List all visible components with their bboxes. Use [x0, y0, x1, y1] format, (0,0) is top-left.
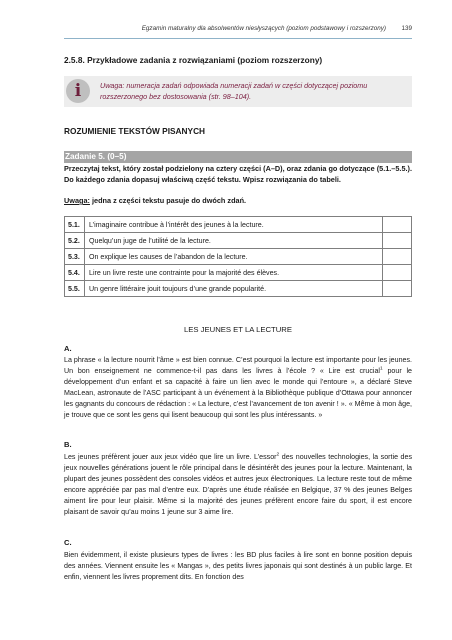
running-header	[64, 25, 412, 37]
item-text: Quelqu’un juge de l’utilité de la lecture.	[85, 233, 383, 249]
paragraph-label: A.	[64, 344, 72, 353]
answer-cell[interactable]	[383, 217, 412, 233]
answer-cell[interactable]	[383, 249, 412, 265]
task-label: Zadanie 5. (0–5)	[65, 152, 127, 161]
item-number: 5.4.	[65, 265, 85, 281]
item-text: On explique les causes de l’abandon de la lecture.	[85, 249, 383, 265]
reading-text-title: LES JEUNES ET LA LECTURE	[184, 325, 292, 334]
paragraph-text: Les jeunes préfèrent jouer aux jeux vidéo que lire un livre. L’essor$^2$ des nouvelles technologies, la sortie des jeux nouvelles générations jouent le rôle principal dans le désintérêt des jeunes pour la lecture. Maintenant, la plupart des jeunes possèdent des consoles vidéos et autres jeux électroniques. La lecture reste tout de même encore appréciée par pas mal d’entre eux. D’après une étude réalisée en Belgique, 37 % des jeunes Belges aiment lire pour leur plaisir. Même si la majorité des jeunes préfèrent encore faire du sport, il est encore plaisant de savoir qu’au moins 1 jeune sur 3 aime lire.	[64, 452, 412, 517]
item-number: 5.3.	[65, 249, 85, 265]
table-row	[65, 233, 412, 249]
table-row	[65, 281, 412, 297]
table-row	[65, 249, 412, 265]
section-title: 2.5.8. Przykładowe zadania z rozwiązaniami (poziom rozszerzony)	[64, 55, 323, 65]
info-icon: i	[66, 79, 90, 103]
note-box	[64, 76, 412, 107]
task-note	[64, 196, 246, 205]
answer-cell[interactable]	[383, 265, 412, 281]
item-number: 5.1.	[65, 217, 85, 233]
item-text: L’imaginaire contribue à l’intérêt des jeunes à la lecture.	[85, 217, 383, 233]
paragraph-text: Bien évidemment, il existe plusieurs types de livres : les BD plus faciles à lire sont en bonne position depuis des années. Viennent ensuite les « Mangas », des petits livres japonais qui sont destinés à un public large. Et enfin, viennent les livres proprement dits. En fonction des	[64, 551, 412, 582]
task-note-text: jedna z części tekstu pasuje do dwóch zdań.	[89, 196, 247, 205]
paragraph-label: C.	[64, 538, 72, 547]
item-number: 5.2.	[65, 233, 85, 249]
item-number: 5.5.	[65, 281, 85, 297]
note-text: Uwaga: numeracja zadań odpowiada numeracji zadań w części dotyczącej poziomu rozszerzonego bez dostosowania (str. 98–104).	[100, 81, 368, 101]
page-number: 139	[401, 25, 412, 32]
running-header-title: Egzamin maturalny dla absolwentów niesłyszących (poziom podstawowy i rozszerzony)	[141, 25, 386, 32]
item-text: Lire un livre reste une contrainte pour la majorité des élèves.	[85, 265, 383, 281]
statements-table	[64, 216, 412, 297]
reading-section-title: ROZUMIENIE TEKSTÓW PISANYCH	[64, 126, 206, 136]
table-row	[65, 217, 412, 233]
paragraph-label: B.	[64, 440, 72, 449]
answer-cell[interactable]	[383, 281, 412, 297]
header-divider	[64, 38, 412, 39]
item-text: Un genre littéraire jouit toujours d’une grande popularité.	[85, 281, 383, 297]
table-row	[65, 265, 412, 281]
task-note-label: Uwaga:	[64, 196, 90, 205]
task-instructions: Przeczytaj tekst, który został podzielony na cztery części (A–D), oraz zdania go dotyczące (5.1.–5.5.). Do każdego zdania dopasuj właściwą część tekstu. Wpisz rozwiązania do tabeli.	[64, 164, 412, 184]
paragraph-text: La phrase « la lecture nourrit l’âme » est bien connue. C’est pourquoi la lecture est importante pour les jeunes. Un bon enseignement ne commence-t-il pas dans les livres à l’école ? « Lire est crucial$^1$ pour le développement d’un enfant et sa capacité à faire un lien avec le monde qui l’entoure », a déclaré Steve MacLean, astronaute de l’ASC participant à un événement à la Bibliothèque publique d’Ottawa pour annoncer les gagnants du concours de rédaction : « La lecture, c’est l’avancement de ton avenir ! ». « Même à mon âge, je trouve que ce sont les gens qui lisent beaucoup qui sont les plus intéressants. »	[64, 356, 412, 420]
task-header-bar	[64, 151, 412, 163]
answer-cell[interactable]	[383, 233, 412, 249]
